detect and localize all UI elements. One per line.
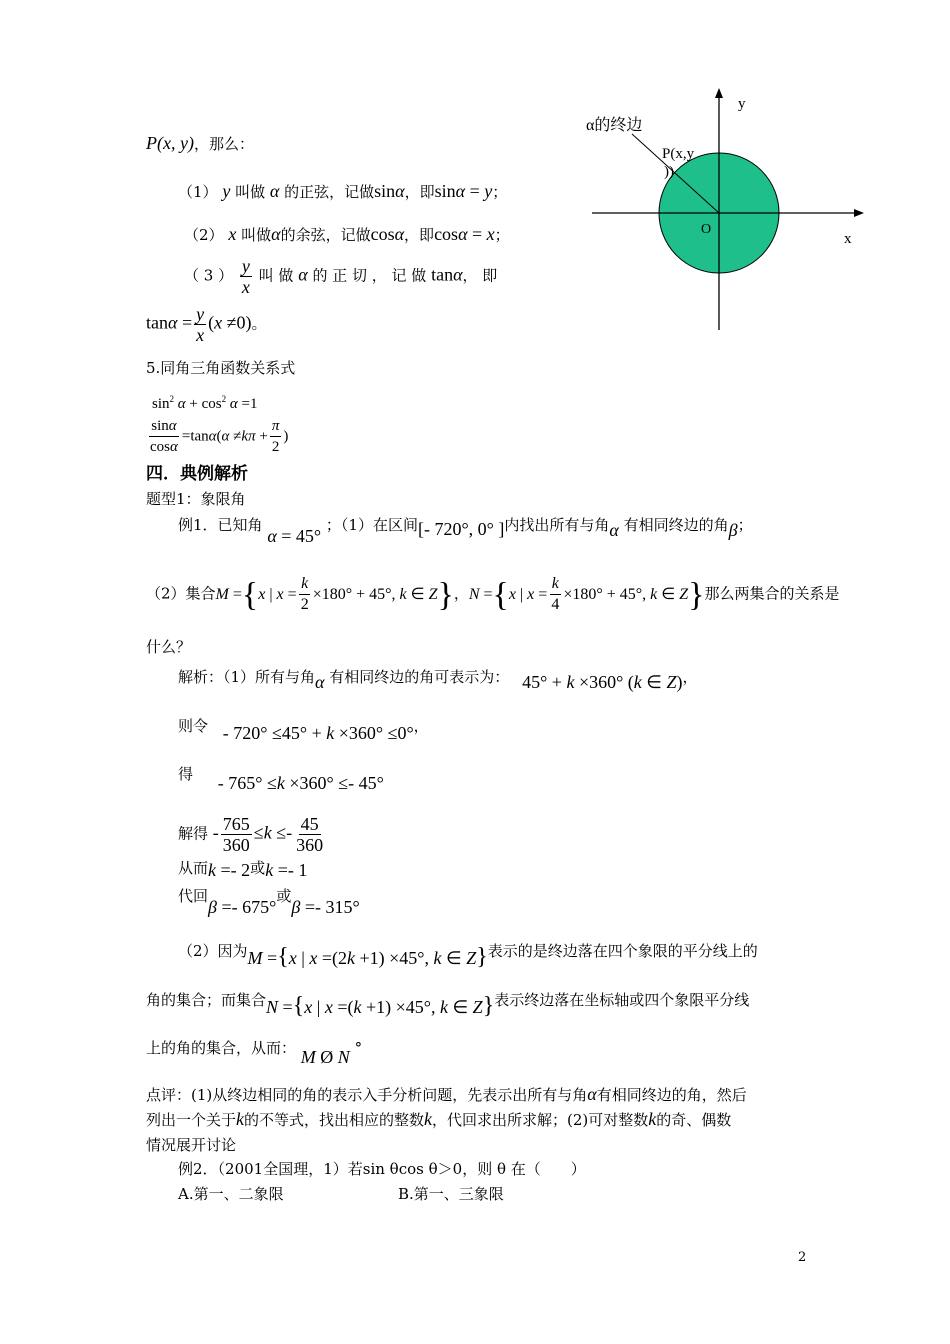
option-a: A.第一、二象限 (178, 1185, 284, 1203)
section-5-title: 5.同角三角函数关系式 (146, 359, 296, 377)
text: 从而 (178, 859, 209, 877)
formula: sinα (374, 181, 405, 201)
formula: β =- 675° (208, 897, 277, 917)
formula: ≤k ≤- (253, 822, 293, 843)
text: 。 (251, 314, 267, 333)
type-1: 题型1：象限角 (146, 490, 246, 508)
formula: x (228, 224, 237, 244)
formula: β (728, 520, 738, 540)
formula: tanα (431, 264, 463, 285)
origin-label: O (701, 222, 712, 237)
text: ，代回求出所求解；(2)可对整数 (432, 1111, 649, 1129)
text: （2） (184, 226, 224, 244)
formula: N ={x | x =(k +1) ×45°, k ∈ Z} (266, 993, 495, 1019)
formula: k (424, 1109, 433, 1129)
identity-1 (152, 390, 257, 413)
def-item-3 (184, 256, 562, 297)
solution-part-2-line-3: 上的角的集合，从而： M Ø N ° (146, 1039, 363, 1067)
terminal-side-label: α的终边 (586, 117, 643, 134)
comment-line-2 (146, 1110, 731, 1129)
text: 代回 (178, 887, 209, 905)
comment-line-3: 情况展开讨论 (146, 1136, 237, 1154)
formula: - 720° ≤45° + k ×360° ≤0° (222, 723, 414, 743)
formula: (x ≠0) (208, 312, 252, 333)
fraction: $\frac{\pi}{2}$ (271, 418, 280, 455)
y-axis-arrow (715, 88, 723, 98)
text: （ 3 ） (184, 266, 234, 285)
text: ，那么： (193, 135, 254, 153)
text: 的正弦，记做 (284, 183, 375, 201)
formula: - (212, 822, 219, 843)
text: 表示终边落在坐标轴或四个象限平分线 (494, 991, 750, 1009)
text: 角的集合；而集合 (146, 991, 267, 1009)
fraction: $\frac{k}{4}$ (551, 575, 560, 613)
text: ，即 (404, 183, 435, 201)
formula: ×180° + 45°, k ∈ Z} (312, 575, 454, 613)
option-b: B.第一、三象限 (398, 1185, 504, 1203)
section-4-title: 四．典例解析 (146, 464, 248, 484)
text: 则令 (178, 717, 209, 735)
formula: M ={x | x = (215, 575, 297, 613)
text: 点评：(1)从终边相同的角的表示入手分析问题，先表示出所有与角 (146, 1086, 588, 1104)
fraction: $\frac{y}{x}$ (241, 256, 250, 297)
formula: k (236, 1109, 245, 1129)
formula: α (315, 672, 325, 692)
text: （2）集合 (146, 584, 216, 603)
text: 那么两集合的关系是 (704, 584, 840, 603)
formula: α = 45° (267, 526, 322, 546)
text: 有相同终边的角可表示为： (329, 668, 510, 686)
text: 解析：（1）所有与角 (178, 668, 316, 686)
formula-point: P(x, y) (146, 133, 194, 153)
example-1-line-1 (178, 515, 753, 546)
text: ，即 (404, 226, 435, 244)
def-item-1: （1） y 叫做 α 的正弦，记做sinα，即sinα = y； (178, 181, 508, 201)
text: 的 正 切 ， 记 做 (312, 266, 427, 285)
text: 叫做 (235, 183, 266, 201)
formula: N ={x | x = (468, 575, 548, 613)
formula: =tanα(α ≠kπ + (181, 428, 268, 445)
text: 的余弦，记做 (280, 226, 371, 244)
text: 上的角的集合，从而： (146, 1039, 297, 1057)
solution-line-6 (178, 886, 360, 917)
text: 有相同终边的角，然后 (596, 1086, 747, 1104)
point-label: P(x,y (662, 146, 695, 162)
text: ， 即 (462, 266, 498, 285)
unit-circle-diagram (580, 82, 880, 337)
text: 叫 做 (258, 266, 294, 285)
def-item-3-formula (146, 304, 267, 345)
formula: α (587, 1084, 597, 1104)
formula: ×180° + 45°, k ∈ Z} (563, 575, 705, 613)
formula: k (648, 1109, 657, 1129)
fraction: $\frac{45}{360}$ (296, 814, 324, 855)
formula: M Ø N (300, 1047, 350, 1067)
fraction: $\frac{765}{360}$ (222, 814, 250, 855)
text: 得 (178, 765, 194, 783)
text: ；（1）在区间 (325, 516, 418, 534)
text: ； (737, 516, 753, 534)
formula: k =- 2 (208, 860, 251, 880)
formula: - 765° ≤k ×360° ≤- 45° (217, 773, 384, 793)
identity-2 (146, 416, 288, 457)
formula: y (222, 181, 231, 201)
text: 内找出所有与角 (504, 516, 610, 534)
fraction: $\frac{k}{2}$ (300, 575, 309, 613)
formula: 45° + k ×360° (k ∈ Z) (522, 672, 683, 692)
solution-line-2: 则令 - 720° ≤45° + k ×360° ≤0°， (178, 717, 429, 743)
text: 或 (276, 887, 292, 905)
solution-line-1: 解析：（1）所有与角α 有相同终边的角可表示为： 45° + k ×360° (k ∈ Z)， (178, 668, 698, 692)
formula: [- 720°, 0° ] (417, 519, 505, 539)
text: 解得 (178, 824, 209, 843)
text: 的奇、偶数 (656, 1111, 732, 1129)
formula: k =- 1 (265, 860, 308, 880)
formula: ) (283, 428, 289, 445)
page-number: 2 (798, 1250, 807, 1265)
formula: α (271, 224, 281, 244)
example-1-line-3: 什么？ (146, 638, 192, 656)
formula: cosα = x (434, 224, 495, 244)
formula: tanα = (146, 312, 193, 333)
fraction: $\frac{\sin\alpha}{\cos\alpha}$ (150, 418, 178, 455)
formula: β =- 315° (291, 897, 360, 917)
formula: cosα (370, 224, 405, 244)
def-intro (146, 134, 254, 153)
formula: α (609, 520, 619, 540)
formula: $\sin^2 \alpha + \cos^2 \alpha =1$ (152, 394, 258, 412)
text: 叫做 (241, 226, 272, 244)
point-label-cont: )) (664, 164, 674, 180)
solution-line-3 (178, 764, 384, 793)
solution-line-5 (178, 858, 308, 880)
text: 表示的是终边落在四个象限的平分线上的 (487, 942, 758, 960)
solution-line-4 (178, 814, 327, 855)
solution-part-2-line-1 (178, 940, 758, 970)
x-axis-label: x (844, 231, 852, 247)
text: 或 (250, 859, 266, 877)
text: （2）因为 (178, 942, 248, 960)
text: 例1．已知角 (178, 516, 263, 534)
text: 列出一个关于 (146, 1111, 237, 1129)
formula: sinα = y (434, 181, 493, 201)
example-1-line-2: （2）集合M ={x | x = $\frac{k}{2}$ ×180° + 45°, k ∈ Z}，N ={x | x = $\frac{k}{4}$ ×180° + 45°, k ∈ Z}那么两集合的关系是 (146, 575, 840, 613)
text: 的不等式，找出相应的整数 (244, 1111, 425, 1129)
x-axis-arrow (854, 209, 864, 217)
example-2: 例2．（2001全国理，1）若sin θcos θ＞0，则 θ 在（ ） (178, 1160, 586, 1178)
solution-part-2-line-2 (146, 989, 750, 1019)
formula: α (298, 264, 308, 285)
comment-line-1 (146, 1085, 747, 1104)
fraction: $\frac{y}{x}$ (196, 304, 205, 345)
formula: α (269, 181, 280, 201)
y-axis-label: y (738, 96, 746, 112)
formula: M ={x | x =(2k +1) ×45°, k ∈ Z} (247, 944, 488, 970)
def-item-2: （2） x 叫做α的余弦，记做cosα，即cosα = x； (184, 224, 510, 244)
text: 有相同终边的角 (623, 516, 729, 534)
text: （1） (178, 183, 218, 201)
